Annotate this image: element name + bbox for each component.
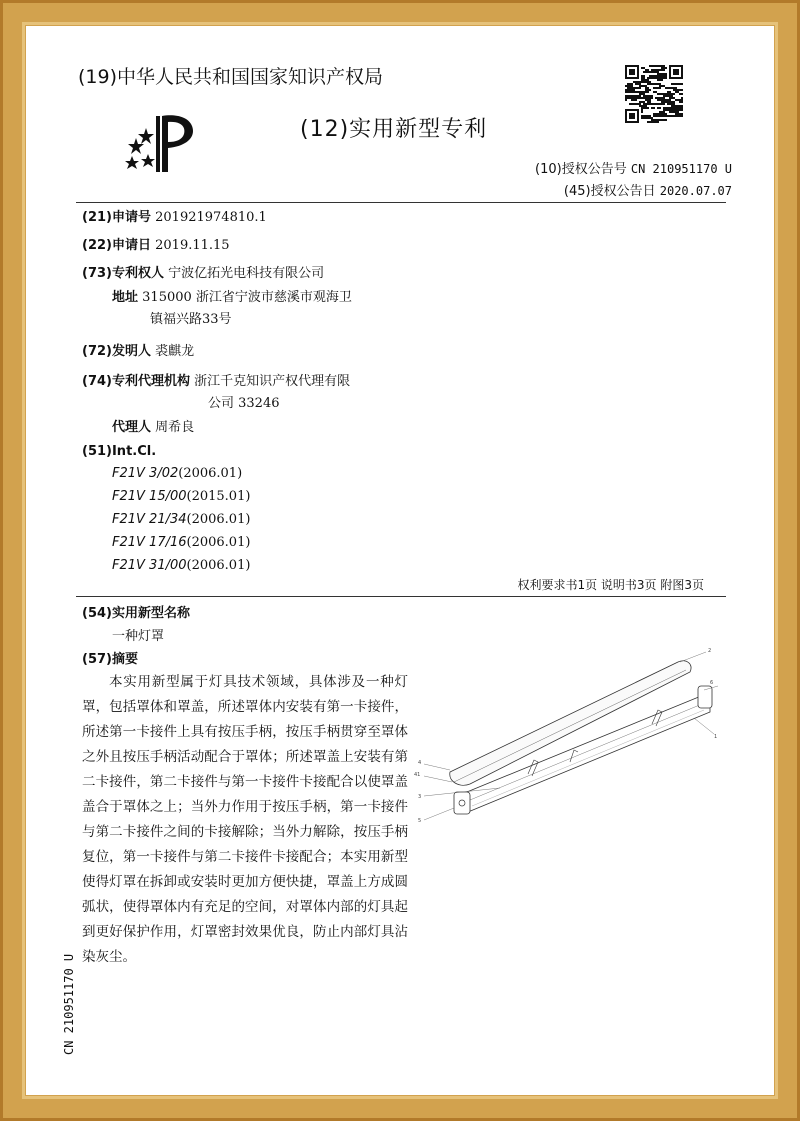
document-type: (12)实用新型专利: [300, 117, 488, 142]
leader-1: [694, 718, 714, 734]
ipc-code: F21V 31/00: [112, 558, 187, 573]
agency-line1: 浙江千克知识产权代理有限: [194, 374, 351, 389]
app-no-label: (21)申请号: [82, 210, 151, 225]
drawing-label-6: 6: [710, 680, 714, 686]
ipc-code: F21V 21/34: [112, 512, 187, 527]
grant-date-row: [564, 180, 732, 199]
ipc-code: F21V 17/16: [112, 535, 187, 550]
ipc-year: (2006.01): [186, 512, 251, 527]
grant-pub-no-label: (10)授权公告号: [535, 162, 627, 177]
agent-label: 代理人: [112, 420, 152, 435]
agent: 周希良: [155, 420, 195, 435]
address-label: 地址: [112, 290, 139, 305]
ipc-item: [112, 512, 250, 527]
ipc-code: F21V 3/02: [112, 466, 179, 481]
address-line2: 镇福兴路33号: [150, 312, 232, 327]
ipc-year: (2015.01): [186, 489, 251, 504]
ipc-item: [112, 535, 250, 550]
app-date-label: (22)申请日: [82, 238, 151, 253]
ipc-item: [112, 558, 250, 573]
address-row: [112, 286, 352, 305]
address-line1: 315000 浙江省宁波市慈溪市观海卫: [142, 290, 352, 305]
patentee-row: [82, 262, 324, 281]
ipc-year: (2006.01): [186, 535, 251, 550]
lamp-cover-drawing: [410, 642, 720, 842]
ipc-item: [112, 489, 250, 504]
ipc-item: [112, 466, 242, 481]
intcl-row: [82, 444, 156, 459]
address-line2-row: [150, 308, 232, 327]
agency-label: (74)专利代理机构: [82, 374, 190, 389]
grant-date-label: (45)授权公告日: [563, 184, 656, 199]
patentee-label: (73)专利权人: [82, 266, 164, 281]
app-no-row: [82, 206, 267, 225]
inventor-row: [82, 340, 194, 359]
leader-41: [424, 776, 452, 782]
top-divider: [76, 202, 726, 203]
patent-page: [30, 30, 770, 1091]
office-name: (19)中华人民共和国国家知识产权局: [78, 66, 384, 88]
leader-4: [424, 764, 450, 770]
drawing-label-3: 3: [418, 794, 422, 800]
ipc-code: F21V 15/00: [112, 489, 187, 504]
page-counts: 权利要求书1页 说明书3页 附图3页: [517, 578, 704, 592]
intcl-label: (51)Int.Cl.: [82, 444, 157, 459]
drawing-label-4: 4: [418, 760, 422, 766]
agent-row: [112, 416, 194, 435]
utility-model-title: 一种灯罩: [112, 629, 165, 644]
end-cap-right: [698, 686, 712, 708]
app-date: 2019.11.15: [155, 238, 230, 253]
end-cap-left: [454, 792, 470, 814]
side-pub-number: CN 210951170 U: [62, 953, 76, 1055]
grant-pub-no: CN 210951170 U: [630, 162, 732, 176]
leader-2: [680, 652, 706, 662]
grant-date: 2020.07.07: [659, 184, 732, 198]
ipc-year: (2006.01): [186, 558, 251, 573]
ipc-year: (2006.01): [178, 466, 243, 481]
agency-line2-row: [208, 392, 280, 411]
app-no: 201921974810.1: [155, 210, 267, 225]
abstract-label: (57)摘要: [82, 652, 138, 667]
drawing-label-41: 41: [414, 772, 421, 778]
middle-divider: [76, 596, 726, 597]
agency-line2: 公司 33246: [208, 396, 280, 411]
grant-pub-no-row: [535, 158, 732, 177]
qr-code: [625, 65, 683, 123]
title-label: (54)实用新型名称: [82, 606, 190, 621]
app-date-row: [82, 234, 230, 253]
cnipa-logo: [118, 108, 208, 178]
drawing-label-1: 1: [714, 734, 718, 740]
patentee: 宁波亿拓光电科技有限公司: [168, 266, 325, 281]
inventor: 裘麒龙: [155, 344, 195, 359]
abstract-text: 本实用新型属于灯具技术领域，具体涉及一种灯罩，包括罩体和罩盖，所述罩体内安装有第一卡接件，所述第一卡接件上具有按压手柄，按压手柄贯穿至罩体之外且按压手柄活动配合于罩体；所述罩盖上安装有第二卡接件，第二卡接件与第一卡接件卡接配合以使罩盖盖合于罩体之上；当外力作用于按压手柄，第一卡接件与第二卡接件之间的卡接解除；当外力解除，按压手柄复位，第一卡接件与第二卡接件卡接配合；本实用新型使得灯罩在拆卸或安装时更加方便快捷，罩盖上方成圆弧状，使得罩体内有充足的空间，对罩体内部的灯具起到更好保护作用，灯罩密封效果优良，防止内部灯具沾染灰尘。: [82, 674, 408, 965]
drawing-label-5: 5: [418, 818, 422, 824]
inventor-label: (72)发明人: [82, 344, 151, 359]
agency-row: [82, 370, 350, 389]
leader-5: [424, 808, 454, 820]
drawing-label-2: 2: [708, 648, 712, 654]
